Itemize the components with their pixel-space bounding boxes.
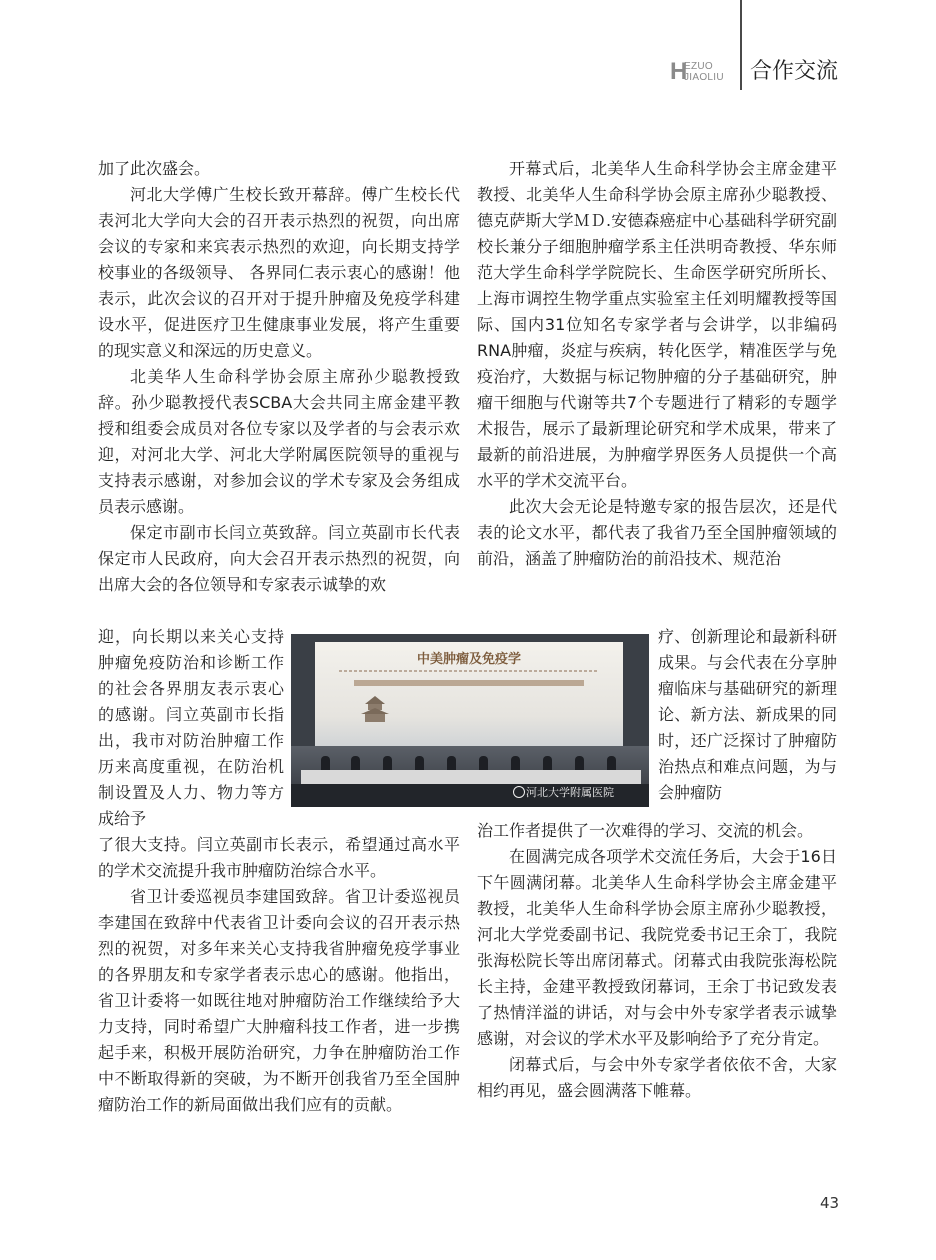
screen-banner-decoration — [315, 679, 623, 690]
section-logo — [670, 58, 732, 85]
section-title: 合作交流 — [750, 59, 839, 84]
watermark-icon — [513, 786, 525, 798]
screen-title: 中美肿瘤及免疫学 — [416, 652, 521, 667]
logo-line-1: EZUO — [684, 61, 713, 72]
paragraph: 闭幕式后，与会中外专家学者依依不舍，大家相约再见，盛会圆满落下帷幕。 — [477, 1055, 837, 1100]
paragraph: 疗、创新理论和最新科研成果。与会代表在分享肿瘤临床与基础研究的新理论、新方法、新成果的同时，还广泛探讨了肿瘤防治热点和难点问题，为与会肿瘤防 — [658, 627, 837, 802]
person-silhouette — [479, 756, 488, 771]
paragraph: 迎，向长期以来关心支持肿瘤免疫防治和诊断工作的社会各界朋友表示衷心的感谢。闫立英副市长指出，我市对防治肿瘤工作历来高度重视，在防治机制设置及人力、物力等方成给予 — [98, 627, 284, 828]
paragraph: 在圆满完成各项学术交流任务后，大会于16日下午圆满闭幕。北美华人生命科学协会主席金建平教授，北美华人生命科学协会原主席孙少聪教授，河北大学党委副书记、我院党委书记王余丁，我院张海松院长等出席闭幕式。闭幕式由我院张海松院长主持，金建平教授致闭幕词，王余丁书记致发表了热情洋溢的讲话，对与会中外专家学者表示诚挚感谢，对会议的学术水平及影响给予了充分肯定。 — [477, 847, 837, 1048]
person-silhouette — [351, 756, 360, 771]
person-silhouette — [543, 756, 552, 771]
stage-screen — [315, 642, 623, 748]
podium-table — [301, 770, 641, 784]
screen-subtitle-decoration — [315, 667, 623, 676]
person-silhouette — [575, 756, 584, 771]
pagoda-icon — [355, 694, 395, 724]
page-number: 43 — [820, 1194, 840, 1212]
logo-letter: H — [670, 58, 688, 85]
paragraph: 河北大学傅广生校长致开幕辞。傅广生校长代表河北大学向大会的召开表示热烈的祝贺，向出席会议的专家和来宾表示热烈的欢迎，向长期支持学校事业的各级领导、 各界同仁表示衷心的感谢！他表示，此次会议的召开对于提升肿瘤及免疫学科建设水平，促进医疗卫生健康事业发展，将产生重要的现实意义和深远的历史意义。 — [98, 185, 460, 360]
person-silhouette — [607, 756, 616, 771]
paragraph: 加了此次盛会。 — [98, 159, 211, 178]
right-column-lower — [477, 818, 837, 1104]
left-wrap-text — [98, 624, 284, 832]
left-column-lower — [98, 832, 460, 1118]
paragraph: 治工作者提供了一次难得的学习、交流的机会。 — [477, 821, 814, 840]
person-silhouette — [415, 756, 424, 771]
photo-watermark: 河北大学附属医院 — [526, 786, 614, 799]
paragraph: 了很大支持。闫立英副市长表示，希望通过高水平的学术交流提升我市肿瘤防治综合水平。 — [98, 835, 460, 880]
conference-photo — [291, 634, 649, 807]
person-silhouette — [511, 756, 520, 771]
paragraph: 保定市副市长闫立英致辞。闫立英副市长代表保定市人民政府，向大会召开表示热烈的祝贺，向出席大会的各位领导和专家表示诚挚的欢 — [98, 523, 460, 594]
person-silhouette — [383, 756, 392, 771]
paragraph: 北美华人生命科学协会原主席孙少聪教授致辞。孙少聪教授代表SCBA大会共同主席金建平教授和组委会成员对各位专家以及学者的与会表示欢迎，对河北大学、河北大学附属医院领导的重视与支持表示感谢，对参加会议的学术专家及会务组成员表示感谢。 — [98, 367, 460, 516]
paragraph: 此次大会无论是特邀专家的报告层次，还是代表的论文水平，都代表了我省乃至全国肿瘤领域的前沿，涵盖了肿瘤防治的前沿技术、规范治 — [477, 497, 837, 568]
person-silhouette — [447, 756, 456, 771]
paragraph: 省卫计委巡视员李建国致辞。省卫计委巡视员李建国在致辞中代表省卫计委向会议的召开表示热烈的祝贺，对多年来关心支持我省肿瘤免疫学事业的各界朋友和专家学者表示忠心的感谢。他指出，省卫计委将一如既往地对肿瘤防治工作继续给予大力支持，同时希望广大肿瘤科技工作者，进一步携起手来，积极开展防治研究，力争在肿瘤防治工作中不断取得新的突破，为不断开创我省乃至全国肿瘤防治工作的新局面做出我们应有的贡献。 — [98, 887, 460, 1114]
person-silhouette — [321, 756, 330, 771]
header-divider — [740, 0, 742, 90]
paragraph: 开幕式后，北美华人生命科学协会主席金建平教授、北美华人生命科学协会原主席孙少聪教授、德克萨斯大学ＭＤ.安德森癌症中心基础科学研究副校长兼分子细胞肿瘤学系主任洪明奇教授、华东师范大学生命科学学院院长、生命医学研究所所长、上海市调控生物学重点实验室主任刘明耀教授等国际、国内31位知名专家学者与会讲学，以非编码RNA肿瘤，炎症与疾病，转化医学，精准医学与免疫治疗，大数据与标记物肿瘤的分子基础研究，肿瘤干细胞与代谢等共7个专题进行了精彩的专题学术报告，展示了最新理论研究和学术成果，带来了最新的前沿进展，为肿瘤学界医务人员提供一个高水平的学术交流平台。 — [477, 159, 837, 490]
left-column — [98, 156, 460, 598]
right-wrap-text — [658, 624, 837, 806]
right-column — [477, 156, 837, 572]
logo-line-2: JIAOLIU — [684, 72, 724, 83]
